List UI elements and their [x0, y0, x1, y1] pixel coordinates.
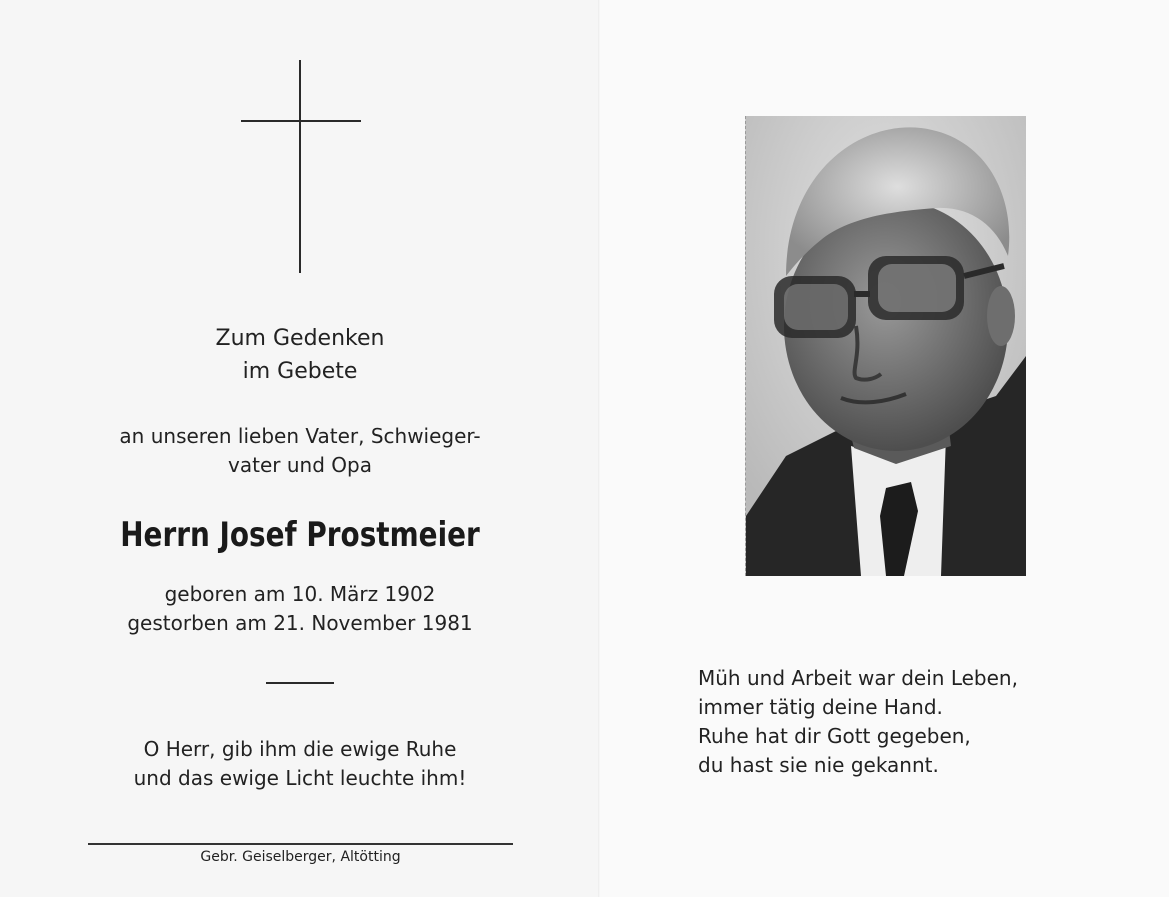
- portrait-photo: [745, 116, 1026, 576]
- deceased-name: Herrn Josef Prostmeier: [120, 515, 480, 555]
- prayer-line-2: und das ewige Licht leuchte ihm!: [133, 766, 467, 790]
- divider-short: [266, 682, 334, 684]
- heading-line-1: Zum Gedenken: [215, 326, 385, 351]
- life-dates: [0, 580, 600, 638]
- dedication-line-1: an unseren lieben Vater, Schwieger-: [119, 424, 481, 448]
- death-date: gestorben am 21. November 1981: [127, 611, 473, 635]
- cross-icon-bar: [241, 120, 361, 122]
- birth-date: geboren am 10. März 1902: [164, 582, 436, 606]
- poem-line-3: Ruhe hat dir Gott gegeben,: [698, 724, 971, 748]
- prayer: [0, 735, 600, 793]
- memorial-heading: [0, 322, 600, 388]
- divider-long: [88, 843, 513, 845]
- prayer-line-1: O Herr, gib ihm die ewige Ruhe: [143, 737, 457, 761]
- dedication: [0, 422, 600, 480]
- poem-line-4: du hast sie nie gekannt.: [698, 753, 939, 777]
- dedication-line-2: vater und Opa: [228, 453, 372, 477]
- poem-line-2: immer tätig deine Hand.: [698, 695, 943, 719]
- poem-line-1: Müh und Arbeit war dein Leben,: [698, 666, 1018, 690]
- poem: [698, 664, 1018, 780]
- printer-credit: Gebr. Geiselberger, Altötting: [200, 849, 401, 865]
- heading-line-2: im Gebete: [242, 359, 358, 384]
- cross-icon: [299, 60, 301, 273]
